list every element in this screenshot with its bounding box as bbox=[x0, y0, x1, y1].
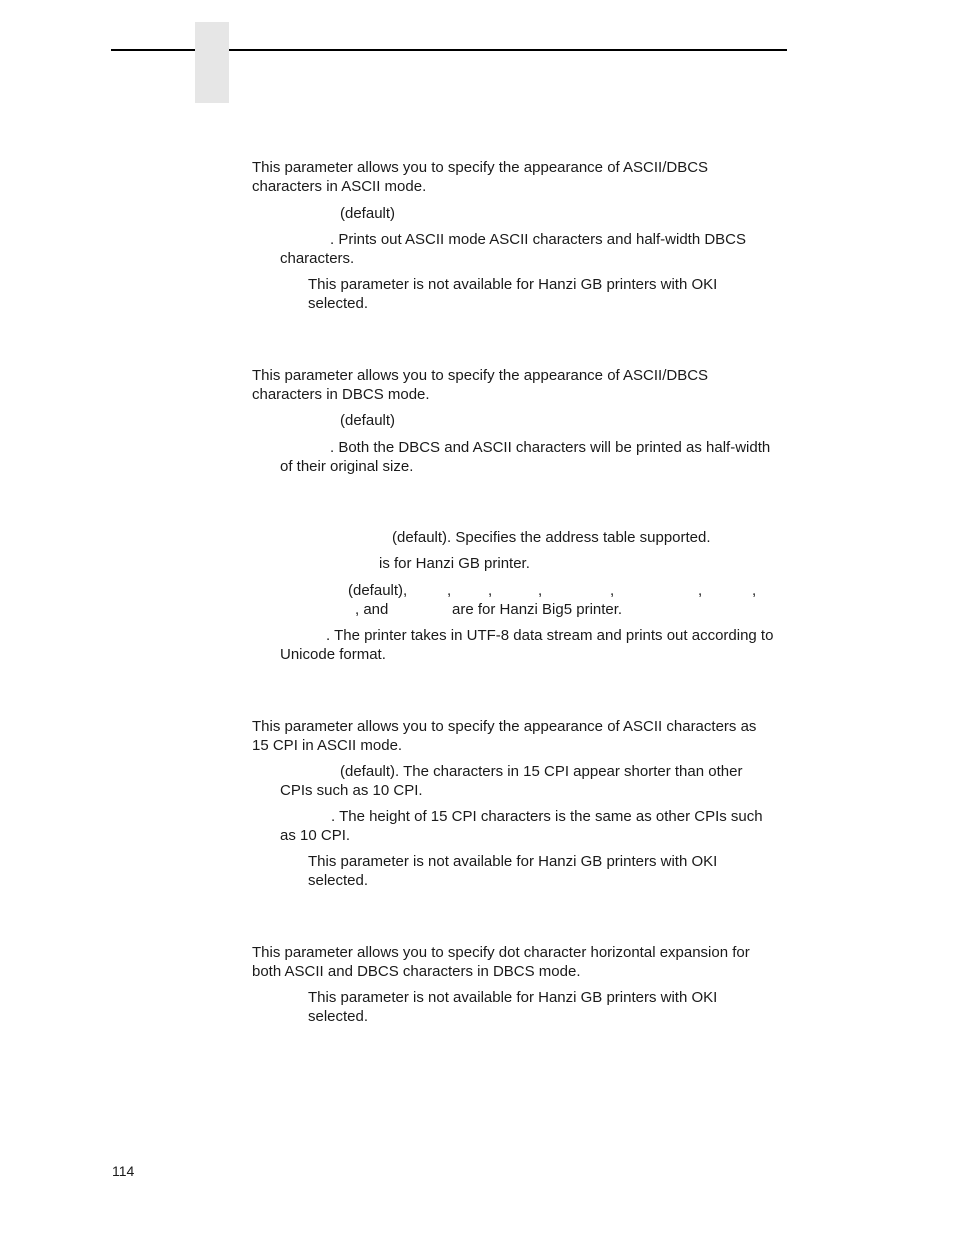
section-1-intro-line-1: This parameter allows you to specify the appearance of ASCII/DBCS bbox=[252, 159, 709, 176]
section-3-option-3-tail: are for Hanzi Big5 printer. bbox=[452, 601, 623, 618]
chapter-tab bbox=[195, 22, 229, 103]
section-3-option-3-comma: , bbox=[488, 582, 493, 599]
section-3-option-4-line-2: Unicode format. bbox=[280, 646, 386, 663]
section-3-option-1: (default). Specifies the address table supported. bbox=[392, 529, 711, 546]
section-1-option-1: (default) bbox=[340, 205, 396, 222]
section-3-option-3-and: , and bbox=[355, 601, 389, 618]
section-3-option-3-default: (default), bbox=[348, 582, 408, 599]
section-2-intro-line-2: characters in DBCS mode. bbox=[252, 386, 430, 403]
section-3-option-2: is for Hanzi GB printer. bbox=[379, 555, 530, 572]
section-4-option-2-line-2: as 10 CPI. bbox=[280, 827, 351, 844]
section-3-option-3-comma: , bbox=[610, 582, 615, 599]
section-2-option-2-line-1: . Both the DBCS and ASCII characters will be printed as half-width bbox=[330, 439, 771, 456]
section-4-option-1-line-2: CPIs such as 10 CPI. bbox=[280, 782, 423, 799]
section-5-intro-line-2: both ASCII and DBCS characters in DBCS mode. bbox=[252, 963, 581, 980]
section-3-option-3-comma: , bbox=[538, 582, 543, 599]
section-1-note-line-2: selected. bbox=[308, 295, 369, 312]
section-2-option-1: (default) bbox=[340, 412, 396, 429]
section-2-intro-line-1: This parameter allows you to specify the appearance of ASCII/DBCS bbox=[252, 367, 709, 384]
section-3-option-4-line-1: . The printer takes in UTF-8 data stream and prints out according to bbox=[326, 627, 774, 644]
section-4-note-line-1: This parameter is not available for Hanzi GB printers with OKI bbox=[308, 853, 718, 870]
section-1-option-2-line-1: . Prints out ASCII mode ASCII characters and half-width DBCS bbox=[330, 231, 747, 248]
section-4-option-1-line-1: (default). The characters in 15 CPI appear shorter than other bbox=[340, 763, 743, 780]
section-5-note-line-2: selected. bbox=[308, 1008, 369, 1025]
page-number: 114 bbox=[112, 1163, 135, 1179]
section-3-option-3-comma: , bbox=[698, 582, 703, 599]
section-5-note-line-1: This parameter is not available for Hanzi GB printers with OKI bbox=[308, 989, 718, 1006]
section-2-option-2-line-2: of their original size. bbox=[280, 458, 414, 475]
section-4-note-line-2: selected. bbox=[308, 872, 369, 889]
section-1-intro-line-2: characters in ASCII mode. bbox=[252, 178, 427, 195]
section-4-option-2-line-1: . The height of 15 CPI characters is the same as other CPIs such bbox=[331, 808, 763, 825]
section-1-option-2-line-2: characters. bbox=[280, 250, 355, 267]
section-4-intro-line-1: This parameter allows you to specify the appearance of ASCII characters as bbox=[252, 718, 757, 735]
section-1-note-line-1: This parameter is not available for Hanzi GB printers with OKI bbox=[308, 276, 718, 293]
section-3-option-3-comma: , bbox=[752, 582, 757, 599]
section-5-intro-line-1: This parameter allows you to specify dot character horizontal expansion for bbox=[252, 944, 750, 961]
section-3-option-3-comma: , bbox=[447, 582, 452, 599]
section-4-intro-line-2: 15 CPI in ASCII mode. bbox=[252, 737, 403, 754]
